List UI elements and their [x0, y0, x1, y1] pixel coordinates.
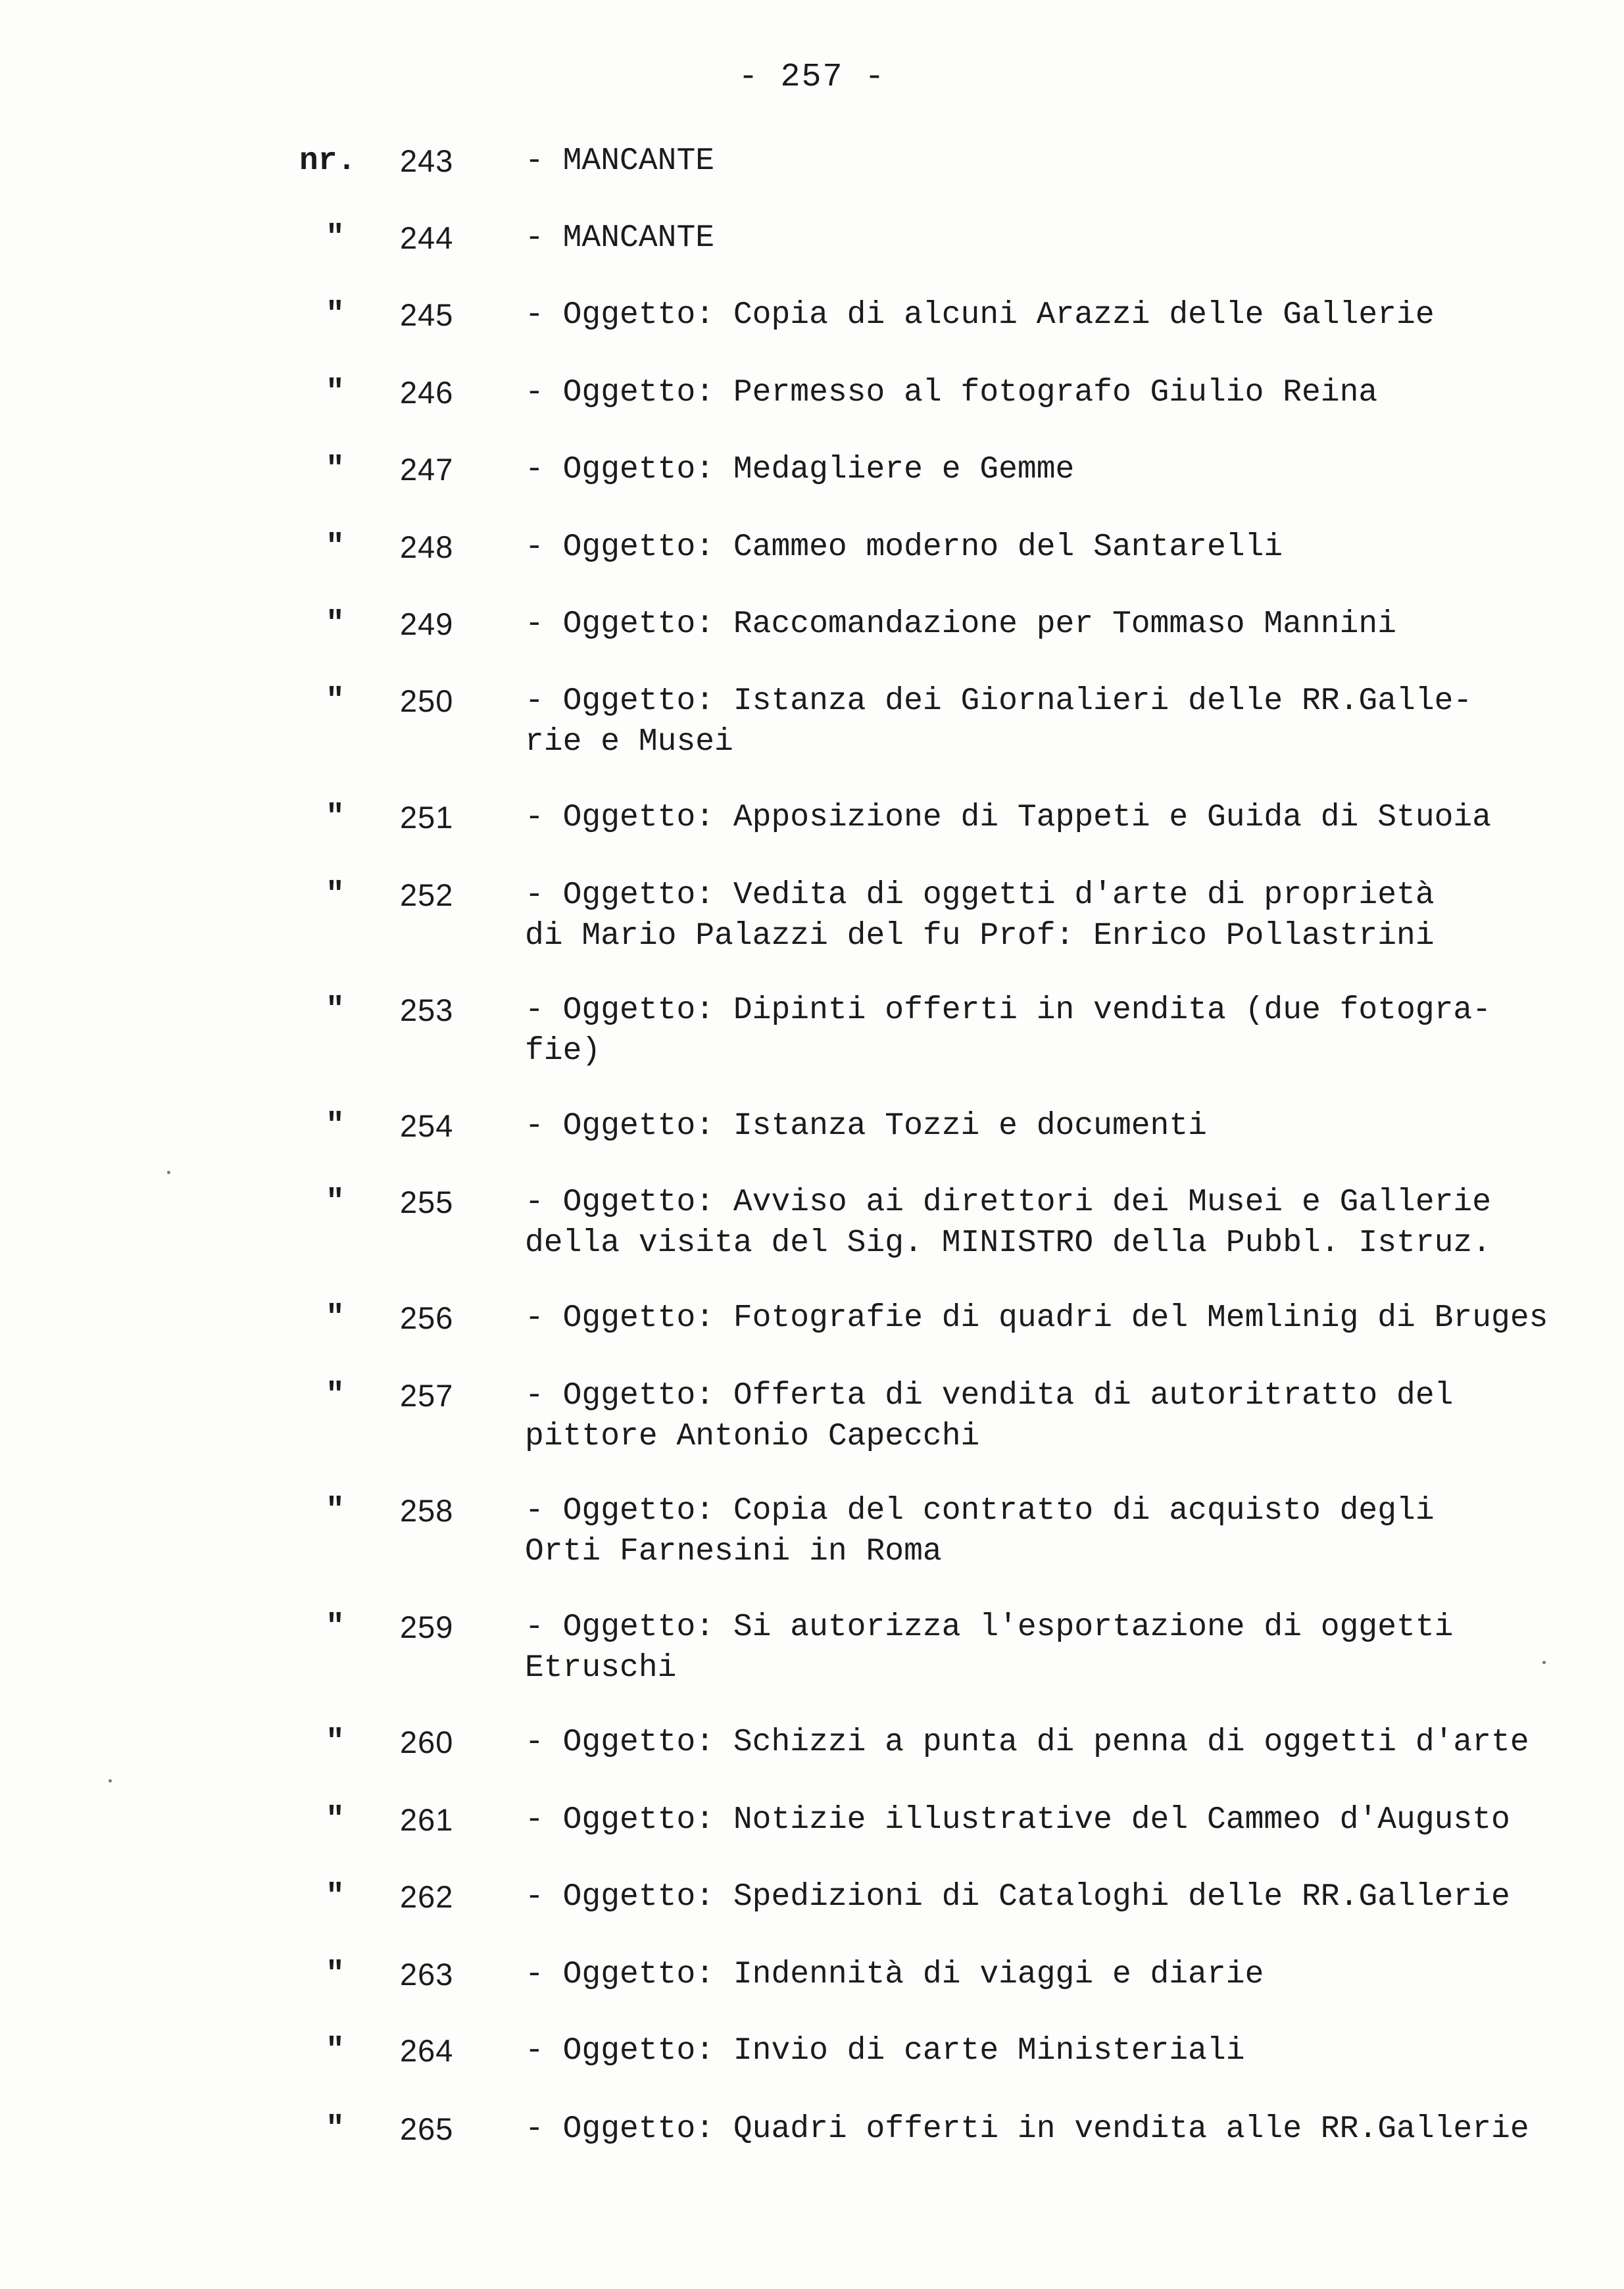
entry-number: 254	[400, 1108, 454, 1143]
entry-continuation-line: Etruschi	[525, 1650, 677, 1686]
entry-line: - Oggetto: Raccomandazione per Tommaso Mannini	[525, 606, 1397, 642]
entry-text	[525, 681, 1604, 762]
entry-number: 251	[400, 800, 454, 835]
entry-line: - Oggetto: Copia di alcuni Arazzi delle Gallerie	[525, 297, 1435, 333]
entry-line: - Oggetto: Avviso ai direttori dei Musei e Gallerie	[525, 1185, 1492, 1220]
entry-text	[525, 1954, 1604, 1995]
ditto-mark: "	[326, 877, 345, 913]
ditto-mark: "	[326, 683, 345, 719]
entry-text	[525, 1877, 1604, 1917]
entry-text	[525, 527, 1604, 568]
ditto-mark: "	[326, 1300, 345, 1336]
entry-number: 252	[400, 877, 454, 912]
entry-line: - Oggetto: Dipinti offerti in vendita (due fotogra-	[525, 993, 1492, 1028]
entry-number: 260	[400, 1725, 454, 1760]
entry-number: 257	[400, 1378, 454, 1413]
entry-text	[525, 1298, 1604, 1339]
entry-number: 259	[400, 1610, 454, 1644]
entry-continuation-line: della visita del Sig. MINISTRO della Pubbl. Istruz.	[525, 1225, 1492, 1261]
entry-text	[525, 372, 1604, 413]
entry-number: 264	[400, 2033, 454, 2068]
entry-line: - Oggetto: Permesso al fotografo Giulio Reina	[525, 375, 1378, 410]
ditto-mark: "	[326, 606, 345, 642]
entry-text	[525, 604, 1604, 645]
ditto-mark: "	[326, 297, 345, 333]
entry-number: 248	[400, 529, 454, 564]
entry-line: - Oggetto: Istanza dei Giornalieri delle RR.Galle-	[525, 683, 1473, 719]
entry-number: 250	[400, 683, 454, 718]
ditto-mark: "	[326, 2033, 345, 2069]
entry-number: 253	[400, 993, 454, 1027]
entry-line: - Oggetto: Indennità di viaggi e diarie	[525, 1957, 1264, 1992]
entry-number: 245	[400, 297, 454, 332]
entry-text	[525, 1800, 1604, 1840]
entry-number: 247	[400, 452, 454, 487]
ditto-mark: "	[326, 1802, 345, 1838]
entry-line: - Oggetto: Apposizione di Tappeti e Guida di Stuoia	[525, 800, 1492, 835]
entry-number: 255	[400, 1185, 454, 1219]
entry-line: - Oggetto: Medagliere e Gemme	[525, 452, 1075, 487]
ditto-mark: "	[326, 800, 345, 835]
entry-text	[525, 295, 1604, 335]
entry-line: - Oggetto: Quadri offerti in vendita alle RR.Gallerie	[525, 2111, 1529, 2147]
entry-text	[525, 449, 1604, 490]
entry-text	[525, 1182, 1604, 1264]
entry-number: 243	[400, 143, 454, 178]
entry-text	[525, 2031, 1604, 2071]
entry-text	[525, 1490, 1604, 1572]
entry-text	[525, 218, 1604, 258]
ditto-mark: "	[326, 2111, 345, 2147]
entry-line: - Oggetto: Si autorizza l'esportazione di oggetti	[525, 1610, 1454, 1645]
entry-continuation-line: pittore Antonio Capecchi	[525, 1419, 980, 1454]
ditto-mark: "	[326, 375, 345, 410]
entry-text	[525, 1375, 1604, 1457]
entry-line: - Oggetto: Copia del contratto di acquisto degli	[525, 1493, 1435, 1529]
entry-line: - Oggetto: Spedizioni di Cataloghi delle RR.Gallerie	[525, 1879, 1510, 1915]
entry-text	[525, 141, 1604, 182]
entry-line: - Oggetto: Invio di carte Ministeriali	[525, 2033, 1245, 2069]
ditto-mark: "	[326, 1108, 345, 1144]
entry-line: - Oggetto: Fotografie di quadri del Memlinig di Bruges	[525, 1300, 1548, 1336]
entry-text	[525, 990, 1604, 1071]
entry-continuation-line: fie)	[525, 1033, 601, 1069]
entry-line: - MANCANTE	[525, 143, 715, 179]
entry-number: 244	[400, 220, 454, 255]
entry-number: 249	[400, 606, 454, 641]
entry-line: - Oggetto: Notizie illustrative del Cammeo d'Augusto	[525, 1802, 1510, 1838]
entry-number: 256	[400, 1300, 454, 1335]
entry-continuation-line: rie e Musei	[525, 724, 733, 760]
entry-text	[525, 1106, 1604, 1146]
entry-number: 258	[400, 1493, 454, 1528]
scan-speck	[1542, 1661, 1546, 1664]
entry-number: 262	[400, 1879, 454, 1914]
ditto-mark: "	[326, 1957, 345, 1992]
entry-line: - Oggetto: Offerta di vendita di autoritratto del	[525, 1378, 1454, 1414]
entry-number: 246	[400, 375, 454, 410]
entry-number: 265	[400, 2111, 454, 2146]
ditto-mark: "	[326, 1185, 345, 1220]
ditto-mark: "	[326, 529, 345, 565]
entry-line: - Oggetto: Istanza Tozzi e documenti	[525, 1108, 1207, 1144]
entry-number: 263	[400, 1957, 454, 1992]
entry-line: - Oggetto: Cammeo moderno del Santarelli	[525, 529, 1283, 565]
entry-text	[525, 1722, 1604, 1763]
entry-text	[525, 2109, 1604, 2150]
ditto-mark: "	[326, 1378, 345, 1414]
entry-line: - Oggetto: Schizzi a punta di penna di oggetti d'arte	[525, 1725, 1529, 1760]
ditto-mark: "	[326, 220, 345, 256]
entry-number: 261	[400, 1802, 454, 1837]
entry-line: - Oggetto: Vedita di oggetti d'arte di proprietà	[525, 877, 1435, 913]
entry-text	[525, 1607, 1604, 1688]
entry-continuation-line: di Mario Palazzi del fu Prof: Enrico Pollastrini	[525, 918, 1435, 954]
scan-speck	[167, 1171, 170, 1174]
ditto-mark: "	[326, 452, 345, 487]
scan-speck	[109, 1779, 112, 1783]
ditto-mark: "	[326, 1493, 345, 1529]
page-number: - 257 -	[738, 59, 886, 96]
entry-prefix-nr: nr.	[299, 143, 357, 179]
ditto-mark: "	[326, 993, 345, 1028]
entry-text	[525, 797, 1604, 838]
entry-text	[525, 875, 1604, 956]
ditto-mark: "	[326, 1879, 345, 1915]
ditto-mark: "	[326, 1725, 345, 1760]
entry-line: - MANCANTE	[525, 220, 715, 256]
entry-continuation-line: Orti Farnesini in Roma	[525, 1534, 942, 1569]
ditto-mark: "	[326, 1610, 345, 1645]
